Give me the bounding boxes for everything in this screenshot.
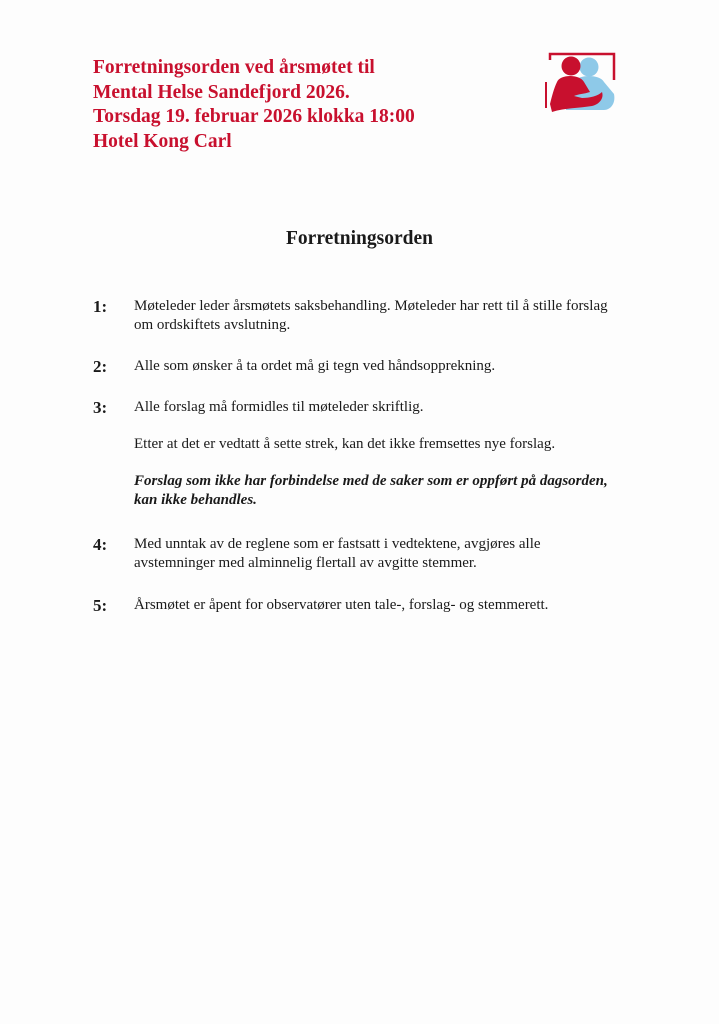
rule-text: Etter at det er vedtatt å sette strek, kan det ikke fremsettes nye forslag. (134, 436, 556, 452)
rule-number: 4: (93, 535, 108, 554)
rule-body (134, 297, 614, 335)
rule-text: Møteleder leder årsmøtets saksbehandling. Møteleder har rett til å stille forslag om ordskiftets avslutning. (134, 298, 608, 333)
header-line-3: Torsdag 19. februar 2026 klokka 18:00 (93, 106, 415, 127)
rule-note: Forslag som ikke har forbindelse med de saker som er oppført på dagsorden, kan ikke behandles. (134, 473, 608, 508)
meeting-header (93, 56, 513, 154)
header-line-1: Forretningsorden ved årsmøtet til (93, 57, 375, 78)
rule-number: 5: (93, 596, 108, 615)
mental-helse-logo-icon (544, 52, 616, 118)
rule-number: 3: (93, 398, 108, 417)
document-title: Forretningsorden (286, 228, 433, 249)
rule-text: Alle forslag må formidles til møteleder skriftlig. (134, 399, 424, 415)
rule-text: Med unntak av de reglene som er fastsatt i vedtektene, avgjøres alle avstemninger med alminnelig flertall av avgitte stemmer. (134, 536, 541, 571)
rule-body (134, 535, 614, 573)
rule-text: Alle som ønsker å ta ordet må gi tegn ved håndsopprekning. (134, 358, 496, 374)
header-line-2: Mental Helse Sandefjord 2026. (93, 81, 350, 103)
rule-body (134, 357, 614, 376)
rule-number: 1: (93, 297, 108, 316)
rule-body (134, 596, 614, 615)
rule-body (134, 398, 614, 510)
rule-text: Årsmøtet er åpent for observatører uten tale-, forslag- og stemmerett. (134, 597, 549, 613)
header-line-4: Hotel Kong Carl (93, 130, 232, 152)
rule-number: 2: (93, 357, 108, 376)
